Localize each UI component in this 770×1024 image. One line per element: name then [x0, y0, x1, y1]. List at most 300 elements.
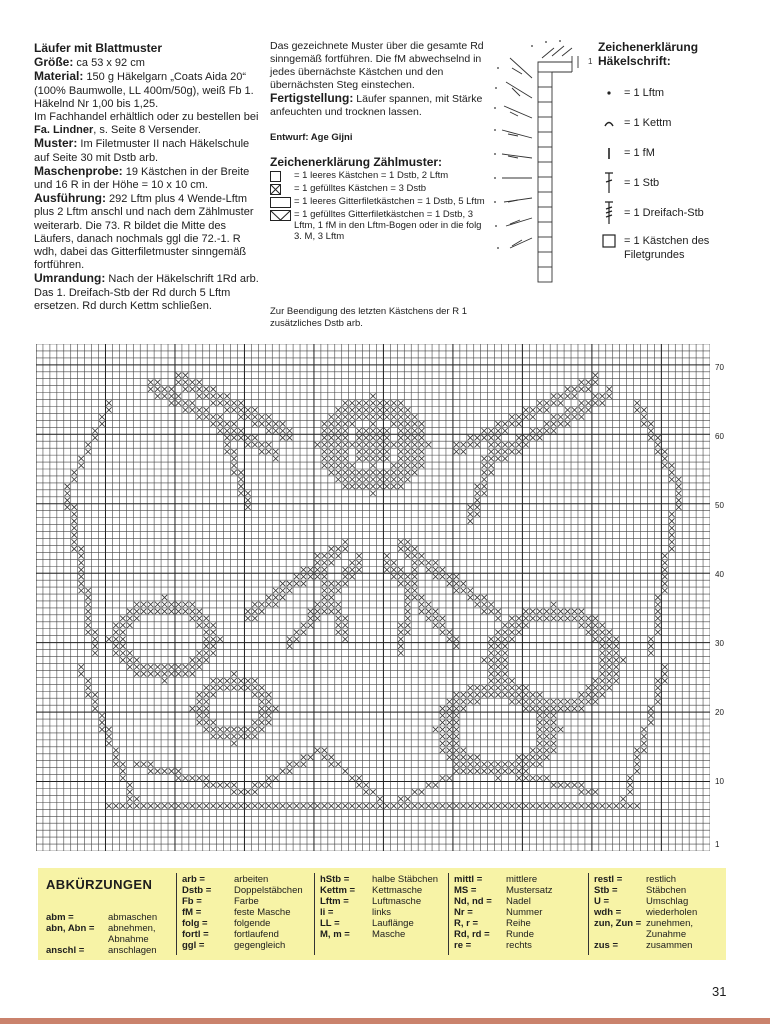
filled-cell — [363, 407, 368, 412]
filled-cell — [197, 609, 202, 614]
filled-cell — [370, 400, 375, 405]
filled-cell — [482, 692, 487, 697]
slip-stitch-icon — [598, 119, 620, 127]
filled-cell — [488, 657, 493, 662]
chain-dot-icon — [598, 89, 620, 97]
filled-cell — [614, 678, 619, 683]
filled-cell — [315, 553, 320, 558]
abbr-value: halbe Stäbchen — [372, 874, 439, 885]
filled-cell — [447, 748, 452, 753]
filled-cell — [72, 477, 77, 482]
filled-cell — [516, 435, 521, 440]
filled-cell — [343, 407, 348, 412]
filled-cell — [607, 664, 612, 669]
filled-cell — [488, 456, 493, 461]
filled-cell — [127, 650, 132, 655]
filled-cell — [259, 692, 264, 697]
filled-cell — [273, 456, 278, 461]
filled-cell — [224, 393, 229, 398]
filled-cell — [565, 407, 570, 412]
filled-cell — [204, 782, 209, 787]
filled-cell — [454, 442, 459, 447]
filled-cell — [482, 477, 487, 482]
filled-cell — [356, 782, 361, 787]
filled-cell — [509, 762, 514, 767]
filled-cell — [551, 727, 556, 732]
filled-cell — [363, 414, 368, 419]
filled-cell — [482, 768, 487, 773]
filled-cell — [516, 775, 521, 780]
filled-cell — [169, 393, 174, 398]
filled-cell — [356, 442, 361, 447]
filled-cell — [370, 491, 375, 496]
abbr-row — [320, 929, 446, 940]
filled-cell — [252, 720, 257, 725]
filled-cell — [224, 734, 229, 739]
filled-cell — [238, 477, 243, 482]
filled-cell — [211, 414, 216, 419]
filled-cell — [141, 803, 146, 808]
filled-cell — [349, 560, 354, 565]
filled-cell — [120, 657, 125, 662]
abbr-value: Runde — [506, 929, 534, 940]
filled-cell — [544, 699, 549, 704]
filled-cell — [627, 789, 632, 794]
filled-cell — [398, 539, 403, 544]
legend-text: = 1 Lftm — [624, 87, 665, 99]
abbr-key: R, r = — [454, 918, 479, 929]
filled-cell — [197, 803, 202, 808]
row-label: 30 — [715, 639, 724, 648]
filled-cell — [412, 553, 417, 558]
filled-cell — [211, 643, 216, 648]
filled-cell — [593, 685, 598, 690]
filled-cell — [440, 623, 445, 628]
filled-cell — [398, 449, 403, 454]
filled-cell — [245, 685, 250, 690]
filled-cell — [572, 407, 577, 412]
filled-cell — [447, 574, 452, 579]
filled-cell — [197, 650, 202, 655]
filled-cell — [454, 755, 459, 760]
filled-cell — [426, 442, 431, 447]
abbr-row — [182, 918, 312, 929]
abbr-row — [182, 885, 312, 896]
filled-cell — [655, 602, 660, 607]
filled-cell — [85, 588, 90, 593]
filled-cell — [252, 803, 257, 808]
filled-cell — [488, 803, 493, 808]
filled-cell — [502, 623, 507, 628]
filled-cell — [509, 637, 514, 642]
filled-cell — [315, 442, 320, 447]
pattern-title: Läufer mit Blattmuster — [34, 41, 163, 55]
filled-cell — [384, 567, 389, 572]
filled-cell — [662, 553, 667, 558]
filled-cell — [259, 782, 264, 787]
filled-cell — [669, 546, 674, 551]
filled-cell — [586, 789, 591, 794]
filled-cell — [343, 414, 348, 419]
filled-cell — [482, 762, 487, 767]
filled-cell — [655, 595, 660, 600]
filled-cell — [607, 803, 612, 808]
abbr-row — [320, 907, 446, 918]
filled-cell — [482, 435, 487, 440]
filled-cell — [169, 386, 174, 391]
filled-cell — [329, 442, 334, 447]
filled-cell — [398, 414, 403, 419]
filled-cell — [405, 581, 410, 586]
filled-cell — [322, 421, 327, 426]
filled-cell — [356, 477, 361, 482]
filled-cell — [238, 400, 243, 405]
filled-cell — [454, 588, 459, 593]
filled-cell — [176, 803, 181, 808]
filled-cell — [329, 588, 334, 593]
divider — [588, 873, 589, 955]
filled-cell — [495, 650, 500, 655]
filled-cell — [620, 657, 625, 662]
filled-cell — [495, 637, 500, 642]
filled-cell — [384, 470, 389, 475]
abbr-key: U = — [594, 896, 610, 907]
filled-cell — [648, 713, 653, 718]
filled-cell — [495, 762, 500, 767]
abbreviations-title: ABKÜRZUNGEN — [46, 877, 153, 892]
filled-cell — [343, 616, 348, 621]
filled-cell — [329, 609, 334, 614]
filled-cell — [391, 463, 396, 468]
abbr-row — [594, 896, 724, 907]
filled-cell — [482, 595, 487, 600]
filled-cell — [245, 498, 250, 503]
filled-cell — [461, 755, 466, 760]
filled-cell — [134, 664, 139, 669]
filled-cell — [224, 685, 229, 690]
filled-cell — [593, 393, 598, 398]
filled-cell — [579, 623, 584, 628]
chain-dots — [494, 40, 561, 249]
filled-cell — [266, 692, 271, 697]
filled-cell — [565, 782, 570, 787]
filled-cell — [523, 699, 528, 704]
filled-cell — [634, 400, 639, 405]
filled-cell — [217, 803, 222, 808]
abbr-row — [46, 923, 186, 945]
filled-cell — [461, 588, 466, 593]
filled-cell — [502, 442, 507, 447]
filled-cell — [530, 762, 535, 767]
filled-cell — [204, 643, 209, 648]
filled-cell — [447, 581, 452, 586]
filled-cell — [190, 775, 195, 780]
filled-cell — [183, 664, 188, 669]
row-label: 50 — [715, 501, 724, 510]
filled-cell — [551, 428, 556, 433]
filled-cell — [662, 567, 667, 572]
filled-cell — [336, 470, 341, 475]
filled-cell — [384, 414, 389, 419]
filled-cell — [349, 803, 354, 808]
filled-cell — [204, 616, 209, 621]
filled-cell — [322, 449, 327, 454]
filled-cell — [148, 762, 153, 767]
filled-cell — [252, 727, 257, 732]
filled-cell — [669, 470, 674, 475]
filled-cell — [391, 574, 396, 579]
continuation-text: Das gezeichnete Muster über die gesamte Rd sinngemäß fortführen. Die fM abwechselnd in jedes übernächste Kästchen und den übernächsten Steg einstechen. — [270, 40, 484, 91]
filled-cell — [336, 428, 341, 433]
filled-cell — [370, 789, 375, 794]
abbr-value: wiederholen — [646, 907, 698, 918]
filled-cell — [440, 734, 445, 739]
filled-cell — [655, 435, 660, 440]
filled-cell — [398, 796, 403, 801]
filled-cell — [238, 685, 243, 690]
abbr-row — [454, 929, 586, 940]
filled-cell — [217, 428, 222, 433]
filled-cell — [454, 637, 459, 642]
filled-cell — [495, 616, 500, 621]
filled-cell — [614, 643, 619, 648]
filled-cell — [92, 650, 97, 655]
filled-cell — [558, 393, 563, 398]
filled-cell — [565, 393, 570, 398]
filled-cell — [252, 616, 257, 621]
filled-cell — [544, 803, 549, 808]
filled-cell — [544, 421, 549, 426]
filled-cell — [655, 442, 660, 447]
filled-cell — [204, 685, 209, 690]
filled-cell — [482, 491, 487, 496]
filled-cell — [343, 428, 348, 433]
filled-cell — [252, 407, 257, 412]
filled-cell — [204, 775, 209, 780]
filled-cell — [488, 664, 493, 669]
abbr-value: zusammen — [646, 940, 693, 951]
filled-cell — [224, 803, 229, 808]
filled-cell — [197, 380, 202, 385]
filled-cell — [336, 407, 341, 412]
filled-cell — [641, 741, 646, 746]
filled-cell — [440, 713, 445, 718]
filled-cell — [502, 421, 507, 426]
filled-cell — [537, 734, 542, 739]
filled-cell — [412, 546, 417, 551]
abbr-row — [454, 940, 586, 951]
filled-cell — [336, 546, 341, 551]
filled-cell — [398, 567, 403, 572]
filled-cell — [224, 782, 229, 787]
filled-cell — [398, 400, 403, 405]
abbr-key: Lftm = — [320, 896, 349, 907]
filled-cell — [322, 581, 327, 586]
filled-cell — [336, 623, 341, 628]
filled-cell — [72, 518, 77, 523]
filled-cell — [106, 407, 111, 412]
filled-cell — [627, 782, 632, 787]
filled-cell — [377, 477, 382, 482]
filled-cell — [65, 498, 70, 503]
filled-cell — [315, 567, 320, 572]
filled-cell — [106, 803, 111, 808]
design-credit: Entwurf: Age Gijni — [270, 132, 353, 143]
filled-cell — [593, 400, 598, 405]
filled-cell — [72, 525, 77, 530]
filled-cell — [641, 421, 646, 426]
filled-cell — [65, 484, 70, 489]
filled-cell — [162, 393, 167, 398]
filled-cell — [530, 428, 535, 433]
legend-lftm — [598, 78, 768, 108]
filled-cell — [99, 713, 104, 718]
filled-cell — [475, 595, 480, 600]
row-label: 10 — [715, 777, 724, 786]
filled-cell — [405, 435, 410, 440]
filled-cell — [475, 685, 480, 690]
filled-cell — [398, 470, 403, 475]
filled-cell — [217, 414, 222, 419]
filled-cell — [398, 421, 403, 426]
filled-cell — [127, 657, 132, 662]
filled-cell — [72, 470, 77, 475]
filled-cell — [565, 616, 570, 621]
filled-cell — [461, 449, 466, 454]
filled-cell — [120, 630, 125, 635]
filled-cell — [516, 623, 521, 628]
filled-cell — [356, 407, 361, 412]
filled-cell — [349, 567, 354, 572]
filled-cell — [537, 428, 542, 433]
filled-cell — [391, 477, 396, 482]
filled-cell — [113, 637, 118, 642]
filled-cell — [273, 775, 278, 780]
filled-cell — [641, 414, 646, 419]
filled-cell — [405, 456, 410, 461]
filled-cell — [537, 748, 542, 753]
filled-cell — [273, 803, 278, 808]
filled-cell — [384, 428, 389, 433]
legend-row-filled — [270, 183, 492, 195]
filled-cell — [127, 796, 132, 801]
filled-cell — [92, 435, 97, 440]
filled-cell — [252, 678, 257, 683]
filled-cell — [252, 734, 257, 739]
empty-gitter-icon — [270, 196, 294, 208]
filled-cell — [322, 560, 327, 565]
filled-cell — [377, 442, 382, 447]
filled-cell — [120, 762, 125, 767]
filled-cell — [72, 546, 77, 551]
filled-cell — [405, 463, 410, 468]
filled-cell — [134, 602, 139, 607]
filled-cell — [280, 803, 285, 808]
filled-cell — [183, 386, 188, 391]
abbr-row — [182, 874, 312, 885]
filled-cell — [551, 803, 556, 808]
filled-cell — [488, 768, 493, 773]
filled-cell — [287, 428, 292, 433]
filled-cell — [482, 463, 487, 468]
filled-cell — [551, 782, 556, 787]
filled-cell — [544, 706, 549, 711]
filled-cell — [405, 623, 410, 628]
filled-cell — [363, 470, 368, 475]
filled-cell — [676, 477, 681, 482]
filled-cell — [211, 727, 216, 732]
filled-cell — [600, 630, 605, 635]
closing-note: Zur Beendigung des letzten Kästchens der R 1 zusätzliches Dstb arb. — [270, 306, 467, 329]
filled-cell — [336, 456, 341, 461]
filled-cell — [183, 407, 188, 412]
filled-cell — [204, 706, 209, 711]
filled-cell — [322, 609, 327, 614]
filled-cell — [495, 421, 500, 426]
filled-cell — [315, 574, 320, 579]
filled-cell — [377, 449, 382, 454]
filled-cell — [447, 727, 452, 732]
filled-cell — [495, 442, 500, 447]
filled-cell — [113, 803, 118, 808]
filled-cell — [648, 643, 653, 648]
abbr-row — [454, 896, 586, 907]
filled-cell — [509, 414, 514, 419]
filled-cell — [127, 789, 132, 794]
filled-cell — [349, 775, 354, 780]
filled-cell — [516, 755, 521, 760]
filled-cell — [593, 692, 598, 697]
filled-cell — [343, 449, 348, 454]
filled-cell — [245, 616, 250, 621]
abbr-key: anschl = — [46, 945, 85, 956]
filled-cell — [405, 449, 410, 454]
filled-cell — [461, 803, 466, 808]
filled-cell — [176, 380, 181, 385]
filled-cell — [356, 484, 361, 489]
filled-cell — [72, 505, 77, 510]
filled-cell — [558, 782, 563, 787]
filled-cell — [280, 581, 285, 586]
filled-cell — [259, 699, 264, 704]
filled-cell — [586, 380, 591, 385]
filled-cell — [634, 768, 639, 773]
filled-cell — [113, 643, 118, 648]
filled-cell — [586, 692, 591, 697]
filled-cell — [509, 630, 514, 635]
row-label: 70 — [715, 363, 724, 372]
filled-cell — [322, 456, 327, 461]
filled-cell — [398, 637, 403, 642]
abbr-key: Dstb = — [182, 885, 212, 896]
filled-cell — [405, 470, 410, 475]
filled-cell — [475, 762, 480, 767]
filled-cell — [78, 546, 83, 551]
empty-box-icon — [270, 170, 294, 182]
filled-cell — [461, 706, 466, 711]
filled-cell — [579, 400, 584, 405]
filled-cell — [113, 748, 118, 753]
filled-cell — [468, 699, 473, 704]
filled-cell — [363, 789, 368, 794]
filled-cell — [551, 421, 556, 426]
filled-cell — [377, 470, 382, 475]
filled-cell — [224, 442, 229, 447]
filled-cell — [197, 664, 202, 669]
filled-cell — [211, 692, 216, 697]
filled-cell — [648, 421, 653, 426]
filled-cell — [475, 692, 480, 697]
